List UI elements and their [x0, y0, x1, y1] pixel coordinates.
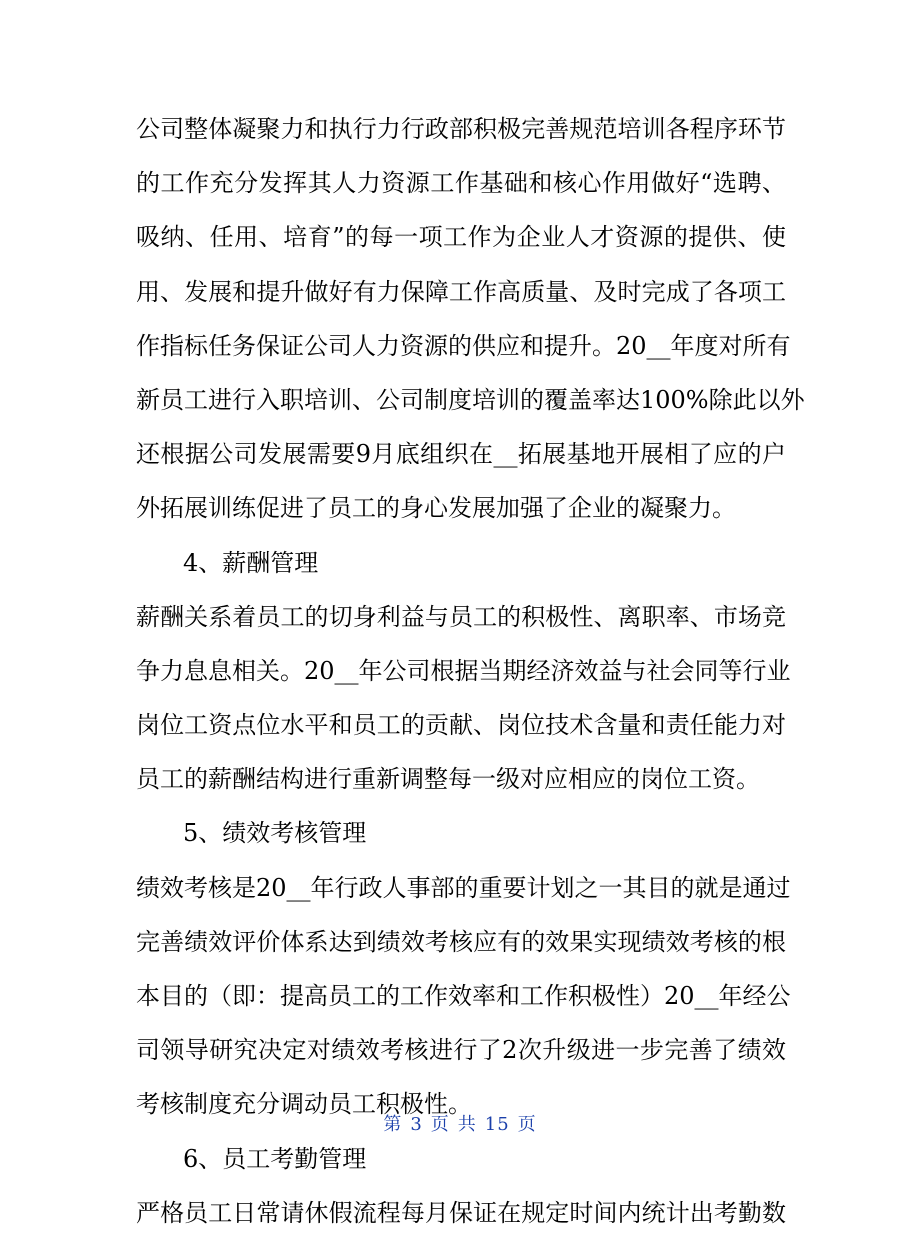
- paragraph-line: 绩效考核是20__年行政人事部的重要计划之一其目的就是通过: [136, 873, 791, 902]
- section-heading-attendance: 6、员工考勤管理: [183, 1144, 367, 1173]
- section-heading-performance: 5、绩效考核管理: [183, 819, 367, 848]
- document-body: [136, 102, 805, 1240]
- paragraph-line: 作指标任务保证公司人力资源的供应和提升。20__年度对所有: [136, 331, 791, 360]
- paragraph-line: 员工的薪酬结构进行重新调整每一级对应相应的岗位工资。: [136, 765, 760, 794]
- footer-total-unit: 页: [517, 1114, 537, 1135]
- section-heading-salary: 4、薪酬管理: [183, 548, 319, 577]
- paragraph-line: 吸纳、任用、培育”的每一项工作为企业人才资源的提供、使: [136, 223, 786, 252]
- paragraph-line: 完善绩效评价体系达到绩效考核应有的效果实现绩效考核的根: [136, 927, 786, 956]
- paragraph-line: 争力息息相关。20__年公司根据当期经济效益与社会同等行业: [136, 656, 791, 685]
- paragraph-line: 薪酬关系着员工的切身利益与员工的积极性、离职率、市场竞: [136, 602, 786, 631]
- paragraph-line: 新员工进行入职培训、公司制度培训的覆盖率达100%除此以外: [136, 385, 805, 414]
- paragraph-line: 岗位工资点位水平和员工的贡献、岗位技术含量和责任能力对: [136, 711, 786, 740]
- paragraph-line: 公司整体凝聚力和执行力行政部积极完善规范培训各程序环节: [136, 115, 786, 143]
- footer-total-prefix: 共: [457, 1114, 477, 1135]
- footer-page-unit: 页: [430, 1114, 450, 1135]
- page-number-footer: [0, 1110, 920, 1136]
- paragraph-line: 的工作充分发挥其人力资源工作基础和核心作用做好“选聘、: [136, 169, 786, 198]
- paragraph-line: 本目的（即：提高员工的工作效率和工作积极性）20__年经公: [136, 982, 791, 1010]
- paragraph-line: 考核制度充分调动员工积极性。: [136, 1090, 472, 1119]
- paragraph-line: 司领导研究决定对绩效考核进行了2次升级进一步完善了绩效: [136, 1036, 786, 1065]
- paragraph-line: 用、发展和提升做好有力保障工作高质量、及时完成了各项工: [136, 277, 786, 306]
- total-page-count: 15: [484, 1114, 510, 1135]
- paragraph-line: 外拓展训练促进了员工的身心发展加强了企业的凝聚力。: [136, 494, 736, 523]
- current-page-number: 3: [410, 1114, 423, 1135]
- paragraph-line: 还根据公司发展需要9月底组织在__拓展基地开展相了应的户: [136, 440, 786, 469]
- footer-prefix: 第: [383, 1114, 403, 1135]
- paragraph-line: 严格员工日常请休假流程每月保证在规定时间内统计出考勤数: [136, 1198, 786, 1227]
